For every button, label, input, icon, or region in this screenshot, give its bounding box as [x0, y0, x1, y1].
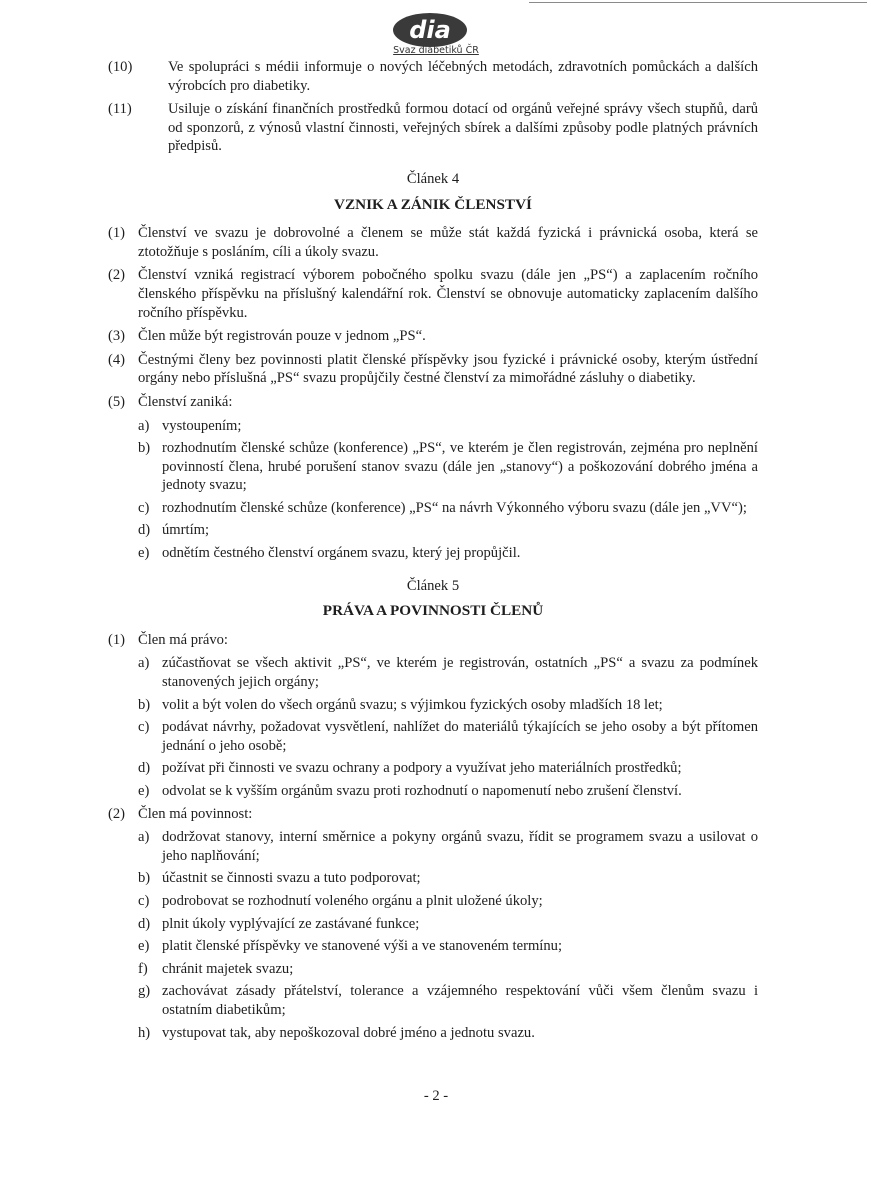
sub-item-text: dodržovat stanovy, interní směrnice a pokyny orgánů svazu, řídit se programem svazu a usilovat o jeho naplňování; [162, 829, 758, 864]
sub-item-letter: e) [138, 545, 150, 562]
sub-item-text: rozhodnutím členské schůze (konference) „PS“, ve kterém je člen registrován, zejména pro neplnění povinností člena, hrubé porušení stanov svazu (dále jen „stanovy“) a poškozování dobrého jména a jednoty svazu; [162, 440, 758, 494]
sub-item-text: podrobovat se rozhodnutí voleného orgánu a plnit uložené úkoly; [162, 892, 543, 909]
sub-item-text: rozhodnutím členské schůze (konference) „PS“ na návrh Výkonného výboru svazu (dále jen „VV“); [162, 499, 747, 516]
sub-item-letter: b) [138, 696, 151, 713]
sub-item-letter: e) [138, 783, 150, 799]
page-number: - 2 - [423, 1088, 449, 1104]
sub-item-letter: a) [138, 655, 150, 672]
article-label: Článek 5 [406, 577, 460, 594]
article-label: Článek 4 [406, 170, 460, 187]
sub-item [108, 759, 758, 778]
sub-item [108, 782, 758, 801]
item-number: (10) [108, 59, 133, 75]
sub-item [108, 915, 758, 934]
sub-item-text: vystupovat tak, aby nepoškozoval dobré jméno a jednotu svazu. [162, 1024, 535, 1041]
sub-item-letter: d) [138, 760, 151, 777]
sub-item [108, 960, 758, 979]
item-number: (2) [108, 267, 126, 284]
article-item [108, 631, 758, 650]
sub-item-letter: d) [138, 915, 151, 932]
sub-item-text: podávat návrhy, požadovat vysvětlení, nahlížet do materiálů týkajících se jeho osoby a být přítomen jednání o jeho osobě; [162, 719, 758, 754]
intro-item [108, 58, 758, 95]
item-text: Členství zaniká: [138, 393, 233, 410]
sub-item [108, 654, 758, 691]
item-text: Člen má právo: [138, 631, 228, 648]
sub-item [108, 718, 758, 755]
item-text: Členství ve svazu je dobrovolné a členem se může stát každá fyzická i právnická osoba, která se ztotožňuje s posláním, cíli a úkoly svazu. [138, 225, 758, 260]
item-text: Členství vzniká registrací výborem pobočného spolku svazu (dále jen „PS“) a zaplacením ročního členského příspěvku na příslušný kalendářní rok. Členství se obnovuje automaticky zaplacením dalšího ročního příspěvku. [138, 267, 758, 321]
sub-item-letter: g) [138, 983, 151, 1000]
sub-item [108, 499, 758, 518]
sub-item-text: chránit majetek svazu; [162, 960, 294, 977]
article-heading: VZNIK A ZÁNIK ČLENSTVÍ [334, 195, 532, 213]
sub-item [108, 696, 758, 715]
item-text: Člen může být registrován pouze v jednom „PS“. [138, 328, 426, 345]
sub-item [108, 869, 758, 888]
sub-item [108, 828, 758, 865]
article-item [108, 327, 758, 346]
sub-item-text: odnětím čestného členství orgánem svazu, který jej propůjčil. [162, 545, 521, 562]
top-rule [529, 2, 867, 3]
sub-item [108, 521, 758, 540]
item-number: (4) [108, 351, 126, 368]
sub-item [108, 892, 758, 911]
sub-item-letter: a) [138, 829, 150, 846]
sub-item-text: požívat při činnosti ve svazu ochrany a podpory a využívat jeho materiálních prostředků; [162, 760, 682, 777]
sub-item-letter: e) [138, 938, 150, 955]
item-text: Člen má povinnost: [138, 805, 253, 822]
sub-item [108, 1024, 758, 1043]
item-number: (11) [108, 101, 132, 118]
sub-item-letter: b) [138, 440, 151, 457]
item-number: (1) [108, 225, 126, 242]
intro-item [108, 100, 758, 156]
sub-item [108, 544, 758, 563]
item-number: (1) [108, 631, 126, 648]
sub-item-letter: c) [138, 499, 150, 516]
article-heading: PRÁVA A POVINNOSTI ČLENŮ [322, 602, 544, 620]
sub-item [108, 439, 758, 495]
logo-subtitle: Svaz diabetiků ČR [393, 45, 479, 56]
item-text: Usiluje o získání finančních prostředků formou dotací od orgánů veřejné správy všech stupňů, darů od sponzorů, z výnosů vlastní činnosti, veřejných sbírek a dalšími způsoby podle platných právních předpisů. [168, 101, 758, 155]
sub-item-text: účastnit se činnosti svazu a tuto podporovat; [162, 870, 421, 887]
sub-item-text: odvolat se k vyšším orgánům svazu proti rozhodnutí o napomenutí nebo zrušení členství. [162, 783, 682, 799]
item-number: (3) [108, 328, 126, 345]
article-item [108, 351, 758, 388]
sub-item-letter: c) [138, 892, 150, 909]
article-item [108, 224, 758, 261]
svg-text:dia: dia [409, 16, 451, 44]
sub-item-letter: d) [138, 522, 151, 539]
sub-item-text: vystoupením; [162, 417, 242, 434]
document-body [108, 58, 758, 1046]
item-text: Čestnými členy bez povinnosti platit členské příspěvky jsou fyzické i právnické osoby, kterým ústřední orgány nebo příslušná „PS“ svazu propůjčily čestné členství za mimořádné zásluhy o diabetiky. [138, 351, 758, 387]
sub-item-letter: a) [138, 417, 150, 434]
article-item [108, 805, 758, 824]
article-item [108, 393, 758, 412]
sub-item [108, 417, 758, 436]
item-number: (5) [108, 393, 126, 410]
dia-logo [392, 12, 468, 48]
item-number: (2) [108, 805, 126, 822]
sub-item-text: volit a být volen do všech orgánů svazu; s výjimkou fyzických osoby mladších 18 let; [162, 696, 663, 713]
sub-item-text: plnit úkoly vyplývající ze zastávané funkce; [162, 915, 420, 932]
sub-item-text: úmrtím; [162, 522, 210, 539]
sub-item [108, 982, 758, 1019]
sub-item-text: zúčastňovat se všech aktivit „PS“, ve kterém je registrován, ostatních „PS“ a svazu za podmínek stanovených jejich orgány; [162, 655, 758, 691]
sub-item-text: zachovávat zásady přátelství, tolerance a vzájemného respektování vůči všem členům svazu i ostatním diabetikům; [162, 983, 758, 1018]
sub-item [108, 937, 758, 956]
sub-item-letter: b) [138, 870, 151, 887]
item-text: Ve spolupráci s médii informuje o nových léčebných metodách, zdravotních pomůckách a dalších výrobcích pro diabetiky. [168, 59, 758, 94]
sub-item-letter: f) [138, 960, 148, 977]
article-item [108, 266, 758, 322]
sub-item-letter: c) [138, 719, 150, 736]
sub-item-letter: h) [138, 1024, 151, 1041]
sub-item-text: platit členské příspěvky ve stanovené výši a ve stanoveném termínu; [162, 938, 563, 955]
